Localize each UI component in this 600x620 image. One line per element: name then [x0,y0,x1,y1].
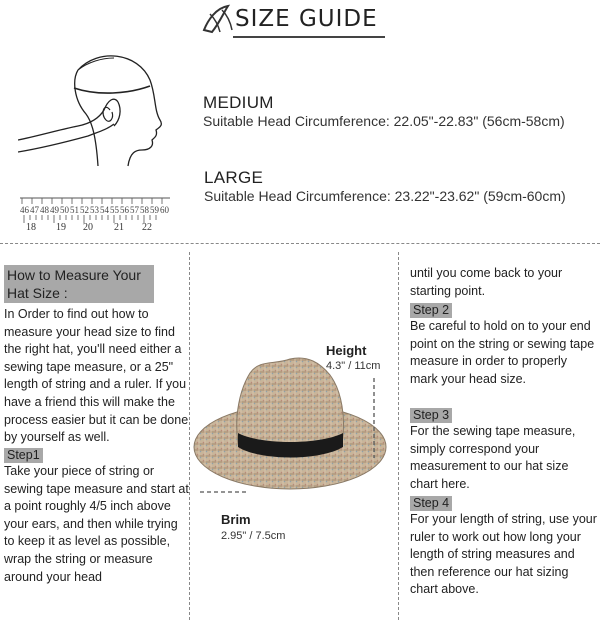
step3-label-wrap [410,406,452,424]
how-to-intro: In Order to find out how to measure your head size to find the right hat, you'll need either a sewing tape measure, or a 25" length of string and a ruler. If you have a friend this will make the process easier but it can be done by yourself as well. [4,307,189,445]
step1-continuation: until you come back to your starting point. [410,266,563,298]
ruler-tick-label: 56 [120,205,129,215]
brim-value: 2.95" / 7.5cm [221,530,286,542]
step3-label: Step 3 [410,408,452,423]
size-large-desc: Suitable Head Circumference: 23.22"-23.62" (59cm-60cm) [204,188,566,204]
height-label: Height [326,343,367,358]
step3-text: For the sewing tape measure, simply correspond your measurement to our hat size chart here. [410,424,576,491]
ruler-tick-label: 54 [100,205,109,215]
title-underline [233,36,385,38]
ruler-inch-label: 22 [142,222,152,233]
height-measure-line [370,378,378,458]
step2-text: Be careful to hold on to your end point on the string or sewing tape measure in order to properly mark your head size. [410,319,595,386]
ruler-tick-label: 58 [140,205,149,215]
how-to-heading-text: How to Measure Your Hat Size : [4,265,154,303]
size-medium-title: MEDIUM [203,93,274,112]
ruler-inch-numbers [20,222,170,236]
ruler-tick-label: 53 [90,205,99,215]
hat-logo-icon [198,0,238,40]
ruler-tick-label: 51 [70,205,79,215]
ruler-tick-label: 52 [80,205,89,215]
step1-label-wrap [4,446,43,464]
ruler-tick-label: 55 [110,205,119,215]
size-large-title: LARGE [204,168,264,187]
ruler-tick-label: 59 [150,205,159,215]
ruler-tick-label: 46 [20,205,29,215]
step2-label-wrap [410,301,452,319]
brim-label: Brim [221,512,251,527]
ruler-inch-label: 18 [26,222,36,233]
step1-label: Step1 [4,448,43,463]
ruler-inch-label: 19 [56,222,66,233]
ruler-inch-label: 20 [83,222,93,233]
ruler-tick-label: 49 [50,205,59,215]
brim-measure-line [200,488,248,496]
ruler-tick-label: 60 [160,205,169,215]
page-title: SIZE GUIDE [235,6,378,32]
column-divider-right [398,252,399,620]
step4-label: Step 4 [410,496,452,511]
size-medium-desc: Suitable Head Circumference: 22.05"-22.83" (56cm-58cm) [203,113,565,129]
height-value: 4.3" / 11cm [326,360,381,372]
ruler-inch-label: 21 [114,222,124,233]
ruler-tick-label: 50 [60,205,69,215]
ruler-tick-label: 47 [30,205,39,215]
step2-label: Step 2 [410,303,452,318]
step4-label-wrap [410,494,452,512]
how-to-heading [4,265,154,303]
step1-text: Take your piece of string or sewing tape measure and start at a point roughly 4/5 inch above your ears, and then while trying to keep it as level as possible, wrap the string or measure around your head [4,464,189,584]
ruler-tick-label: 57 [130,205,139,215]
horizontal-divider [0,243,600,244]
step4-text: For your length of string, use your ruler to work out how long your length of string measures and then reference our hat sizing chart above. [410,512,597,597]
head-measure-illustration [18,40,168,190]
ruler-tick-label: 48 [40,205,49,215]
